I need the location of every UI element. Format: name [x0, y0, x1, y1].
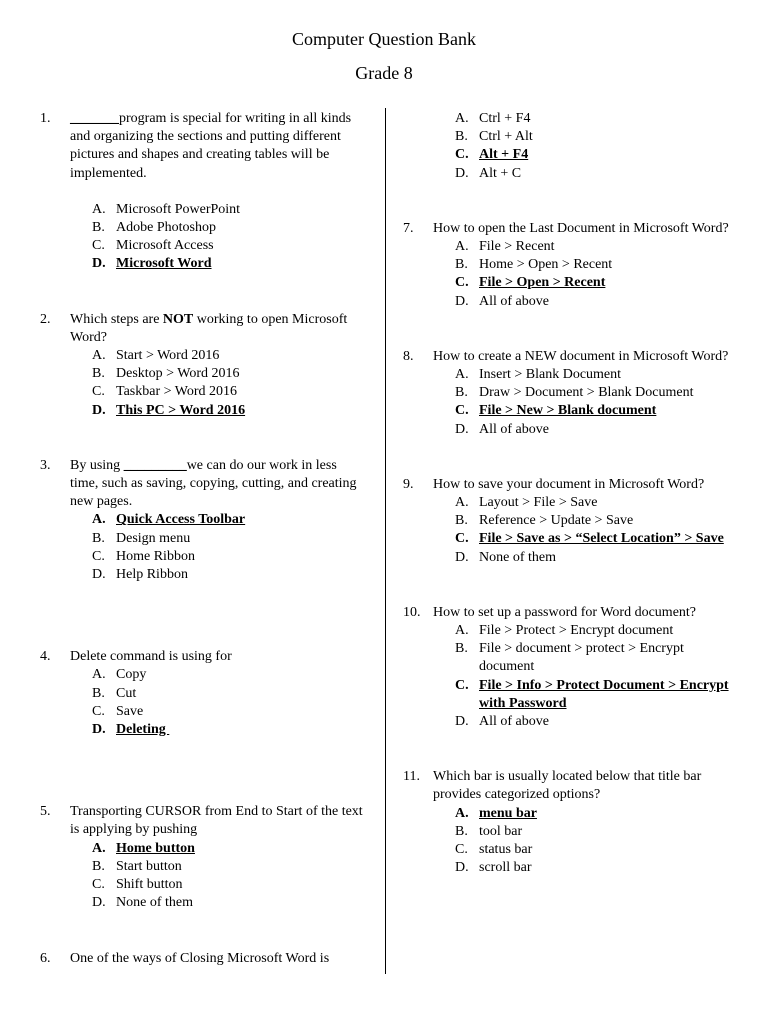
- option-letter: D.: [455, 293, 469, 309]
- option-letter: B.: [92, 685, 105, 701]
- question-text-part: Which steps are: [70, 311, 163, 327]
- option-list: [455, 805, 733, 878]
- option-c: [92, 876, 366, 894]
- option-text: File > Protect > Encrypt document: [479, 623, 674, 639]
- option-c: [92, 548, 366, 566]
- right-column: [403, 110, 733, 878]
- option-letter: C.: [92, 238, 105, 254]
- left-column: [40, 110, 366, 968]
- option-b: [455, 256, 733, 274]
- option-letter: C.: [455, 275, 469, 291]
- question-text: Delete command is using for: [70, 649, 232, 665]
- option-text: This PC > Word 2016: [116, 402, 246, 418]
- option-c: [92, 383, 366, 401]
- option-text: File > Save as > “Select Location” > Save: [479, 531, 724, 547]
- option-letter: D.: [92, 402, 106, 418]
- question-text: How to set up a password for Word document?: [433, 604, 697, 620]
- option-list: [92, 666, 366, 739]
- option-text: Home Ribbon: [116, 548, 195, 564]
- option-letter: D.: [92, 722, 106, 738]
- option-b: [455, 512, 733, 530]
- option-text: Reference > Update > Save: [479, 513, 634, 529]
- option-letter: B.: [92, 220, 105, 236]
- question-text: [70, 457, 366, 512]
- option-letter: C.: [455, 842, 468, 858]
- option-text: None of them: [479, 549, 556, 565]
- question-text: One of the ways of Closing Microsoft Word is: [70, 950, 330, 966]
- option-text: Taskbar > Word 2016: [116, 384, 238, 400]
- question-1: [40, 110, 366, 274]
- option-a: [92, 347, 366, 365]
- option-c-correct: [455, 530, 733, 548]
- option-letter: A.: [92, 512, 106, 528]
- option-letter: A.: [455, 367, 469, 383]
- question-4: [40, 648, 366, 739]
- option-c-correct: [455, 146, 733, 164]
- option-a: [455, 238, 733, 256]
- question-text: Transporting CURSOR from End to Start of the text is applying by pushing: [70, 804, 363, 838]
- option-text: All of above: [479, 714, 549, 730]
- option-text: Alt + C: [479, 165, 522, 181]
- option-text: Help Ribbon: [116, 567, 188, 583]
- question-text: How to save your document in Microsoft Word?: [433, 476, 705, 492]
- question-number: 10.: [403, 604, 421, 620]
- option-letter: C.: [92, 877, 105, 893]
- option-letter: A.: [455, 805, 469, 821]
- option-b: [455, 640, 733, 676]
- option-a: [455, 366, 733, 384]
- option-a-correct: [455, 805, 733, 823]
- option-list: [455, 238, 733, 311]
- option-c: [455, 841, 733, 859]
- question-7: [403, 220, 733, 311]
- question-3: [40, 457, 366, 584]
- option-list: [455, 622, 733, 731]
- option-b: [455, 128, 733, 146]
- option-b: [455, 384, 733, 402]
- option-text: None of them: [116, 895, 193, 911]
- option-letter: D.: [455, 714, 469, 730]
- answer-blank: _________: [123, 457, 187, 473]
- option-letter: D.: [455, 165, 469, 181]
- question-number: 1.: [40, 111, 51, 126]
- option-letter: B.: [455, 641, 468, 657]
- option-text: Copy: [116, 667, 147, 683]
- option-text: Alt + F4: [479, 147, 529, 163]
- option-letter: C.: [455, 531, 469, 547]
- option-b: [92, 365, 366, 383]
- question-text-part: working to open Microsoft Word?: [70, 311, 348, 345]
- option-list: [92, 840, 366, 913]
- option-text: All of above: [479, 421, 549, 437]
- option-a-correct: [92, 511, 366, 529]
- question-9: [403, 476, 733, 567]
- option-b: [92, 219, 366, 237]
- option-text: tool bar: [479, 823, 523, 839]
- option-d: [455, 293, 733, 311]
- option-letter: A.: [455, 495, 469, 511]
- option-letter: D.: [455, 549, 469, 565]
- option-text: Ctrl + Alt: [479, 129, 533, 145]
- question-11: [403, 768, 733, 877]
- option-text: Start > Word 2016: [116, 348, 220, 364]
- option-d: [92, 894, 366, 912]
- option-text: File > New > Blank document: [479, 403, 657, 419]
- option-letter: B.: [455, 385, 468, 401]
- option-text: Layout > File > Save: [479, 495, 598, 511]
- option-text: status bar: [479, 842, 533, 858]
- option-text: Insert > Blank Document: [479, 367, 622, 383]
- option-c-correct: [455, 274, 733, 292]
- option-text: Shift button: [116, 877, 183, 893]
- option-d: [455, 421, 733, 439]
- option-a: [455, 622, 733, 640]
- option-list: [455, 494, 733, 567]
- question-2: [40, 311, 366, 420]
- option-text: Microsoft PowerPoint: [116, 201, 241, 217]
- question-text: Which bar is usually located below that title bar provides categorized options?: [433, 769, 702, 803]
- option-c-correct: [455, 677, 733, 713]
- option-letter: A.: [92, 348, 106, 364]
- option-d: [455, 859, 733, 877]
- column-divider: [385, 108, 386, 974]
- option-text: Draw > Document > Blank Document: [479, 385, 694, 401]
- question-text-part: By using: [70, 457, 124, 473]
- option-text: File > Open > Recent: [479, 275, 606, 291]
- question-text: [70, 311, 366, 347]
- question-text: [70, 110, 366, 183]
- option-text: Microsoft Word: [116, 256, 212, 272]
- question-text-part: we can do our work in less time, such as saving, copying, cutting, and creating new pages.: [70, 457, 357, 510]
- option-letter: A.: [92, 201, 106, 217]
- option-d-correct: [92, 402, 366, 420]
- option-d: [455, 165, 733, 183]
- option-b: [92, 858, 366, 876]
- option-letter: B.: [455, 257, 468, 273]
- option-text: scroll bar: [479, 860, 532, 876]
- option-letter: A.: [455, 111, 469, 126]
- option-text: Design menu: [116, 530, 191, 546]
- option-letter: C.: [92, 384, 105, 400]
- question-number: 3.: [40, 457, 51, 473]
- option-a: [92, 201, 366, 219]
- answer-blank: _______: [70, 111, 119, 126]
- option-b: [92, 530, 366, 548]
- question-text: How to create a NEW document in Microsoft Word?: [433, 348, 729, 364]
- question-number: 9.: [403, 476, 414, 492]
- option-list: [92, 347, 366, 420]
- option-letter: C.: [92, 548, 105, 564]
- option-letter: B.: [455, 823, 468, 839]
- option-text: Cut: [116, 685, 137, 701]
- option-text: Microsoft Access: [116, 238, 214, 254]
- option-text: File > Recent: [479, 239, 555, 255]
- option-letter: A.: [455, 623, 469, 639]
- question-text-body: program is special for writing in all kinds and organizing the sections and putting different pictures and shapes and creating tables will be implemented.: [70, 111, 352, 181]
- question-6-options: [455, 110, 733, 183]
- question-10: [403, 604, 733, 731]
- option-letter: B.: [92, 530, 105, 546]
- option-text: Quick Access Toolbar: [116, 512, 246, 528]
- option-d: [92, 566, 366, 584]
- option-b: [92, 685, 366, 703]
- option-letter: C.: [455, 677, 469, 693]
- question-number: 11.: [403, 769, 420, 785]
- option-letter: D.: [92, 256, 106, 272]
- option-letter: A.: [92, 667, 106, 683]
- option-text: File > Info > Protect Document > Encrypt with Password: [479, 677, 729, 711]
- option-letter: C.: [92, 703, 105, 719]
- option-c-correct: [455, 402, 733, 420]
- option-text: File > document > protect > Encrypt document: [479, 641, 684, 675]
- option-list: [92, 511, 366, 584]
- question-number: 7.: [403, 220, 414, 236]
- option-d-correct: [92, 721, 366, 739]
- option-d-correct: [92, 255, 366, 273]
- option-list: [92, 201, 366, 274]
- option-text: menu bar: [479, 805, 537, 821]
- option-c: [92, 703, 366, 721]
- question-number: 5.: [40, 804, 51, 820]
- option-a: [455, 494, 733, 512]
- option-text: Deleting: [116, 722, 170, 738]
- question-number: 2.: [40, 311, 51, 327]
- question-text-emphasis: NOT: [162, 311, 194, 327]
- option-letter: D.: [92, 567, 106, 583]
- option-letter: B.: [92, 858, 105, 874]
- option-letter: A.: [92, 840, 106, 856]
- option-text: Adobe Photoshop: [116, 220, 216, 236]
- option-letter: D.: [455, 860, 469, 876]
- option-text: Desktop > Word 2016: [116, 366, 240, 382]
- document-title: Computer Question Bank: [292, 29, 476, 49]
- option-text: Ctrl + F4: [479, 111, 531, 126]
- grade-heading: Grade 8: [355, 63, 413, 83]
- option-text: Save: [116, 703, 144, 719]
- option-letter: D.: [92, 895, 106, 911]
- option-list: [455, 366, 733, 439]
- option-text: Home > Open > Recent: [479, 257, 613, 273]
- option-letter: D.: [455, 421, 469, 437]
- option-a-correct: [92, 840, 366, 858]
- option-d: [455, 549, 733, 567]
- option-text: Home button: [116, 840, 195, 856]
- option-a: [455, 110, 733, 128]
- option-a: [92, 666, 366, 684]
- question-number: 4.: [40, 649, 51, 665]
- question-number: 6.: [40, 950, 51, 966]
- question-5: [40, 803, 366, 912]
- option-text: Start button: [116, 858, 182, 874]
- option-b: [455, 823, 733, 841]
- question-8: [403, 348, 733, 439]
- option-letter: B.: [455, 129, 468, 145]
- option-letter: A.: [455, 239, 469, 255]
- option-letter: C.: [455, 147, 469, 163]
- question-6: [40, 950, 366, 968]
- option-letter: C.: [455, 403, 469, 419]
- option-text: All of above: [479, 293, 549, 309]
- question-number: 8.: [403, 348, 414, 364]
- option-d: [455, 713, 733, 731]
- option-c: [92, 237, 366, 255]
- option-letter: B.: [92, 366, 105, 382]
- question-text: How to open the Last Document in Microsoft Word?: [433, 220, 729, 236]
- option-letter: B.: [455, 513, 468, 529]
